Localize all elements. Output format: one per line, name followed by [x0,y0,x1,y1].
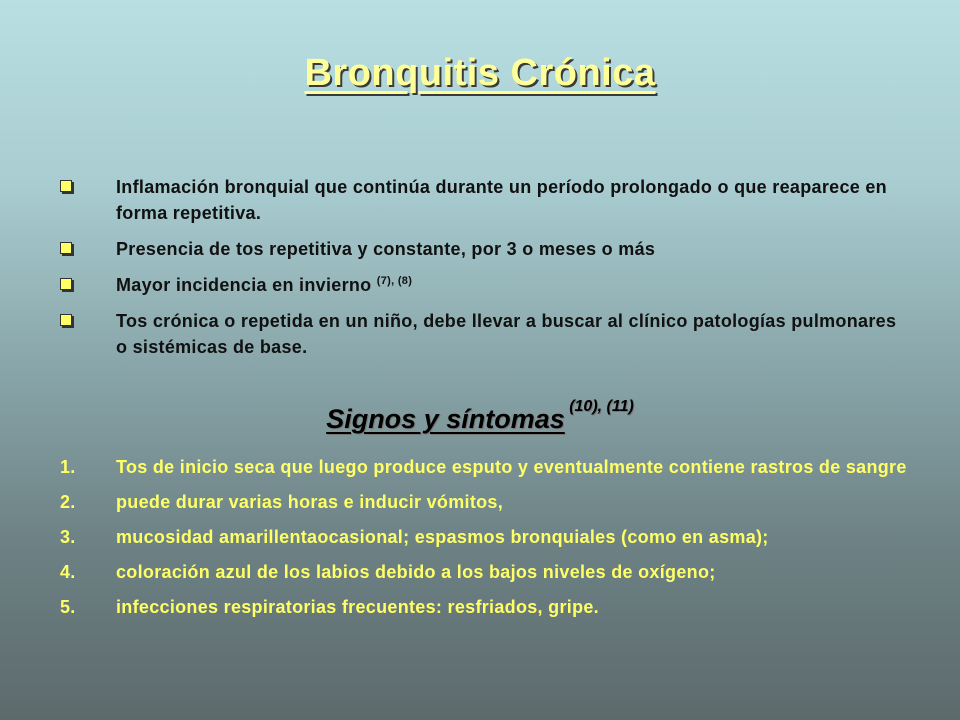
bullet-text: Tos crónica o repetida en un niño, debe llevar a buscar al clínico patologías pulmonares o sistémicas de base. [116,311,897,357]
slide-title: Bronquitis Crónica [304,52,656,94]
item-text: puede durar varias horas e inducir vómitos, [116,492,504,512]
bullet-text: Mayor incidencia en invierno [116,275,377,295]
item-text: Tos de inicio seca que luego produce esputo y eventualmente contiene rastros de sangre [116,457,907,477]
subtitle-citation: (10), (11) [564,398,634,415]
checkbox-square-icon [60,180,74,194]
bullet-item [60,174,900,226]
item-text: infecciones respiratorias frecuentes: resfriados, gripe. [116,597,599,617]
bullet-text: Presencia de tos repetitiva y constante, por 3 o meses o más [116,239,656,259]
item-text: coloración azul de los labios debido a los bajos niveles de oxígeno; [116,562,716,582]
item-text: mucosidad amarillentaocasional; espasmos bronquiales (como en asma); [116,527,769,547]
item-number: 5. [60,597,76,617]
bullet-text: Inflamación bronquial que continúa durante un período prolongado o que reaparece en forma repetitiva. [116,177,887,223]
bullet-item [60,272,900,298]
checkbox-square-icon [60,242,74,256]
item-number: 1. [60,457,76,477]
item-number: 2. [60,492,76,512]
subtitle-text: Signos y síntomas [326,404,565,434]
bullet-citation: (7), (8) [376,275,413,287]
item-number: 3. [60,527,76,547]
item-number: 4. [60,562,76,582]
section-subtitle [0,398,960,435]
checkbox-square-icon [60,314,74,328]
numbered-item [60,489,910,515]
bullet-list [60,174,900,370]
numbered-list [60,454,910,629]
checkbox-square-icon [60,278,74,292]
numbered-item [60,454,910,480]
numbered-item [60,594,910,620]
bullet-item [60,236,900,262]
numbered-item [60,524,910,550]
bullet-item [60,308,900,360]
numbered-item [60,559,910,585]
